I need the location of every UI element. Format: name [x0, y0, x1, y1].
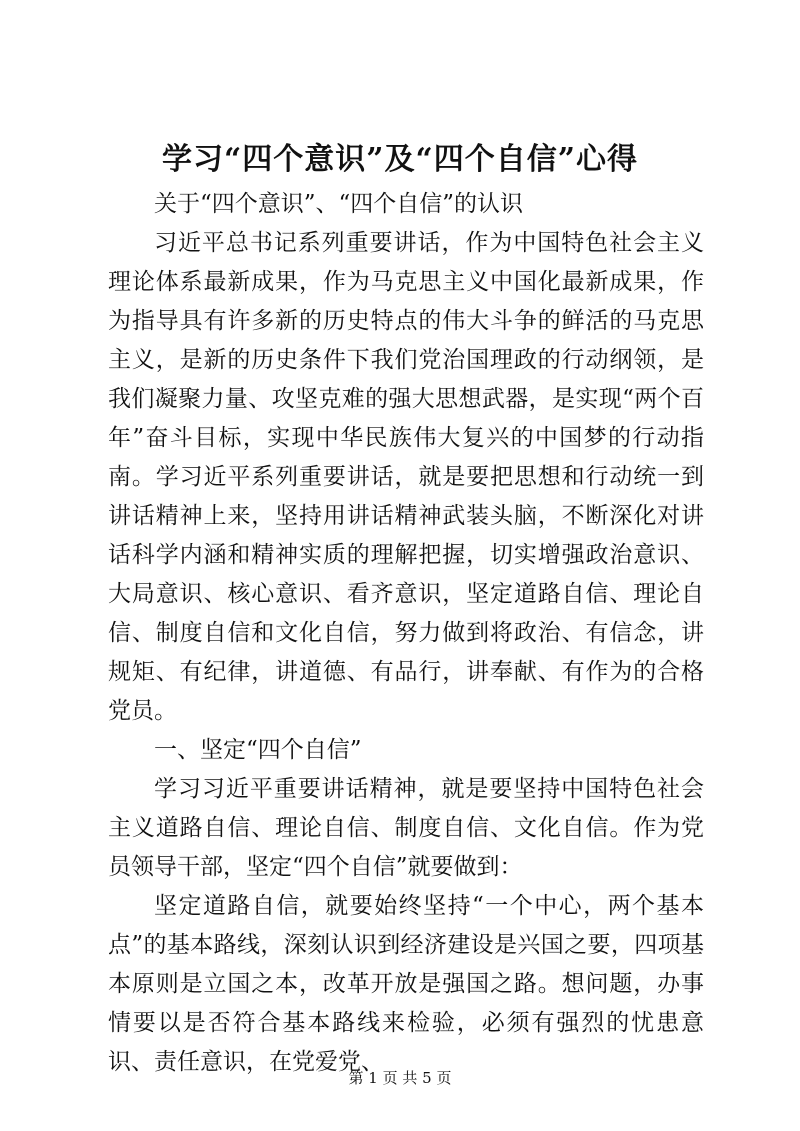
document-title: 学习“四个意识”及“四个自信”心得 [161, 142, 639, 177]
subheading-paragraph: 关于“四个意识”、“四个自信”的认识 [154, 191, 524, 217]
body-paragraph: 习近平总书记系列重要讲话，作为中国特色社会主义理论体系最新成果，作为马克思主义中国化最新成果，作为指导具有许多新的历史特点的伟大斗争的鲜活的马克思主义，是新的历史条件下我们党治国理政的行动纲领，是我们凝聚力量、攻坚克难的强大思想武器，是实现“两个百年”奋斗目标，实现中华民族伟大复兴的中国梦的行动指南。学习近平系列重要讲话，就是要把思想和行动统一到讲话精神上来，坚持用讲话精神武装头脑，不断深化对讲话科学内涵和精神实质的理解把握，切实增强政治意识、大局意识、核心意识、看齐意识，坚定道路自信、理论自信、制度自信和文化自信，努力做到将政治、有信念，讲规矩、有纪律，讲道德、有品行，讲奉献、有作为的合格党员。 [108, 230, 704, 724]
page-number-footer: 第 1 页 共 5 页 [348, 1069, 452, 1087]
document-body [108, 185, 704, 1082]
body-paragraph: 坚定道路自信，就要始终坚持“一个中心，两个基本点”的基本路线，深刻认识到经济建设是兴国之要，四项基本原则是立国之本，改革开放是强国之路。想问题，办事情要以是否符合基本路线来检验，必须有强烈的忧患意识、责任意识，在党爱党、 [108, 893, 704, 1075]
section-heading: 一、坚定“四个自信” [154, 737, 362, 763]
body-paragraph: 学习习近平重要讲话精神，就是要坚持中国特色社会主义道路自信、理论自信、制度自信、文化自信。作为党员领导干部，坚定“四个自信”就要做到： [108, 776, 704, 880]
